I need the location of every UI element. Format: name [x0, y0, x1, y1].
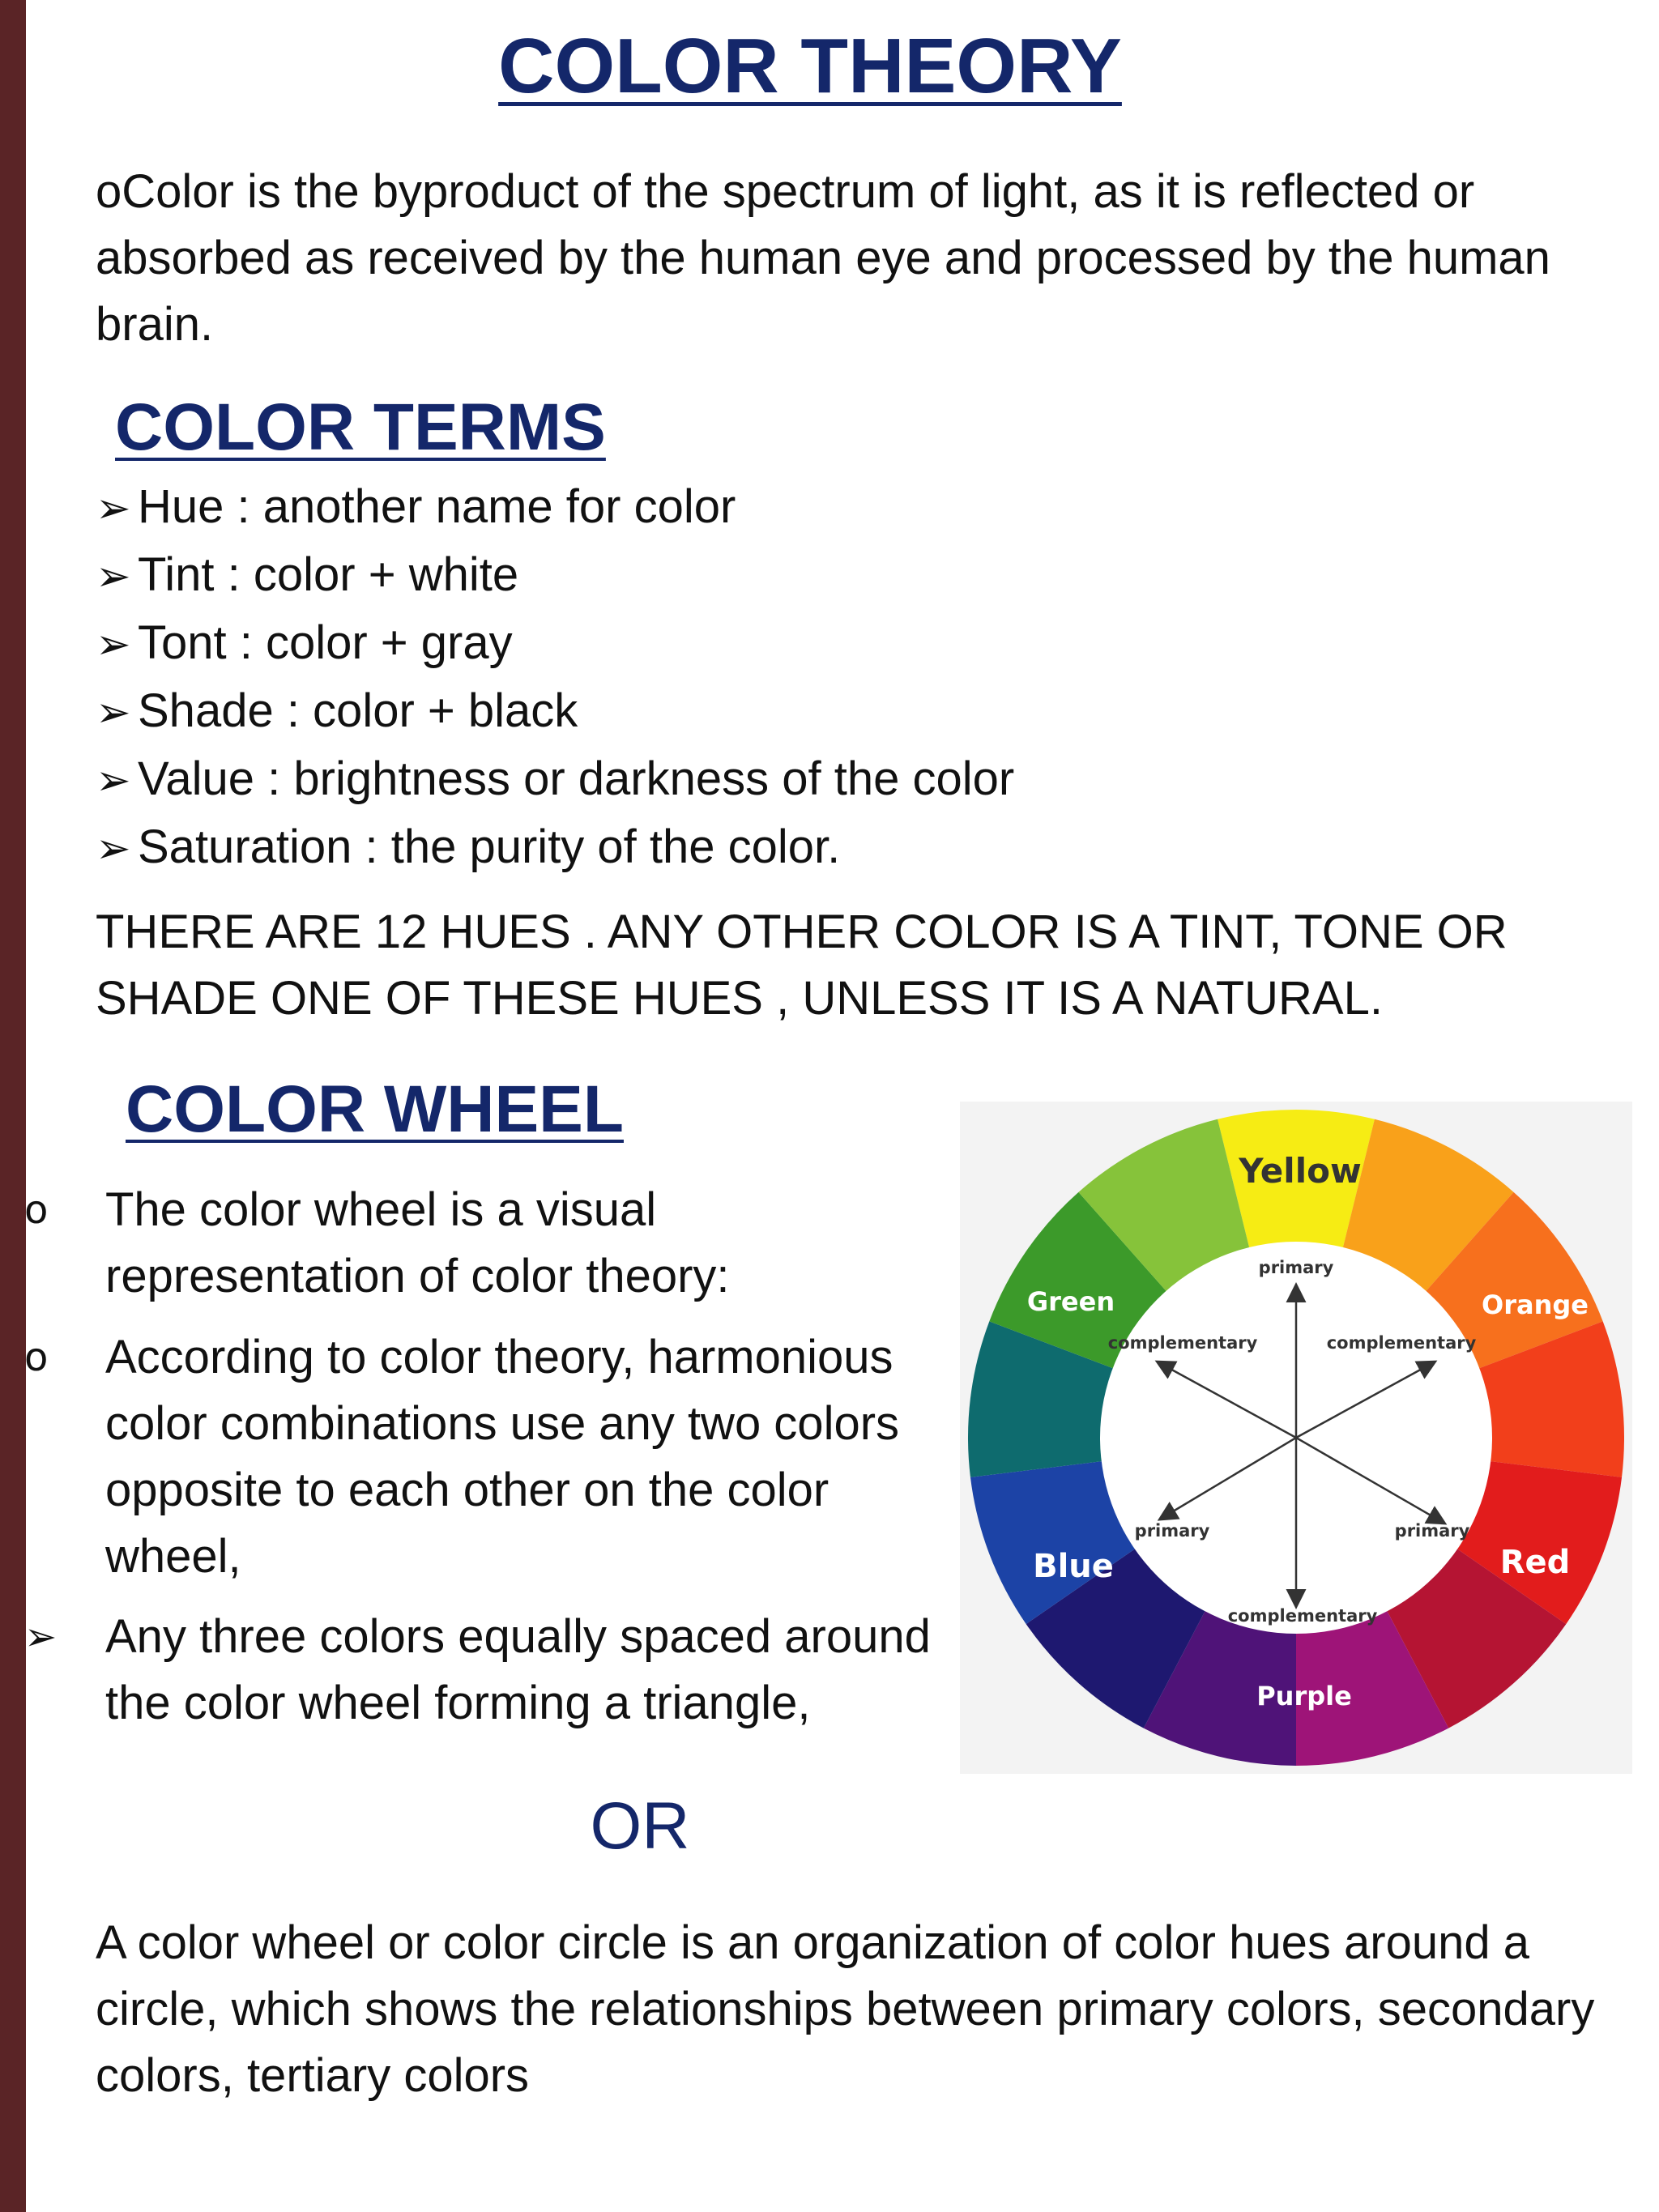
term-tont: ➢ Tont : color + gray [96, 610, 1311, 678]
wheel-label-red: Red [1499, 1544, 1571, 1581]
wheel-label-green: Green [1026, 1286, 1115, 1317]
term-hue: ➢ Hue : another name for color [96, 474, 1311, 542]
arrow-label-lower-right: primary [1394, 1521, 1470, 1541]
wheel-label-blue: Blue [1033, 1548, 1114, 1585]
arrow-bullet-icon: ➢ [96, 620, 131, 669]
arrow-bullet-icon: ➢ [96, 825, 131, 873]
term-saturation: ➢ Saturation : the purity of the color. [96, 814, 1311, 882]
arrow-bullet-icon: ➢ [96, 757, 131, 805]
hues-note-text: THERE ARE 12 HUES . ANY OTHER COLOR IS A TINT, TONE OR SHADE ONE OF THESE HUES , UNLESS IT IS A NATURAL. [96, 906, 1508, 1025]
hues-note [96, 899, 1635, 1032]
term-shade: ➢ Shade : color + black [96, 678, 1311, 746]
term-tint: ➢ Tint : color + white [96, 542, 1311, 610]
arrow-label-lower-left: primary [1134, 1521, 1210, 1541]
color-wheel-figure [960, 1102, 1632, 1774]
term-value: ➢ Value : brightness or darkness of the color [96, 746, 1311, 814]
or-separator: OR [590, 1789, 690, 1863]
wheel-label-purple: Purple [1256, 1681, 1352, 1711]
definition-text: A color wheel or color circle is an organization of color hues around a circle, which shows the relationships between primary colors, secondary colors, tertiary colors [96, 1916, 1595, 2102]
intro-text: oColor is the byproduct of the spectrum of light, as it is reflected or absorbed as received by the human eye and processed by the human brain. [96, 165, 1550, 351]
arrow-bullet-icon: ➢ [24, 1614, 58, 1660]
definition-paragraph [96, 1910, 1635, 2109]
wheel-label-yellow: Yellow [1239, 1151, 1362, 1191]
arrow-label-top: primary [1258, 1258, 1334, 1277]
page-title: COLOR THEORY [498, 23, 1122, 109]
arrow-bullet-icon: ➢ [96, 552, 131, 601]
arrow-bullet-icon: ➢ [96, 688, 131, 737]
color-wheel-diagram [960, 1102, 1632, 1774]
arrow-label-bottom: complementary [1227, 1606, 1378, 1626]
intro-paragraph [96, 159, 1643, 358]
arrow-bullet-icon: ➢ [96, 484, 131, 533]
left-accent-bar [0, 0, 26, 2212]
circle-bullet-icon: o [24, 1335, 49, 1380]
arrow-label-upper-right: complementary [1326, 1333, 1477, 1353]
color-wheel-heading: COLOR WHEEL [126, 1072, 624, 1146]
color-terms-list [96, 474, 1311, 882]
color-terms-heading: COLOR TERMS [115, 390, 606, 464]
circle-bullet-icon: o [24, 1187, 49, 1233]
arrow-label-upper-left: complementary [1107, 1333, 1258, 1353]
wheel-label-orange: Orange [1482, 1289, 1589, 1320]
